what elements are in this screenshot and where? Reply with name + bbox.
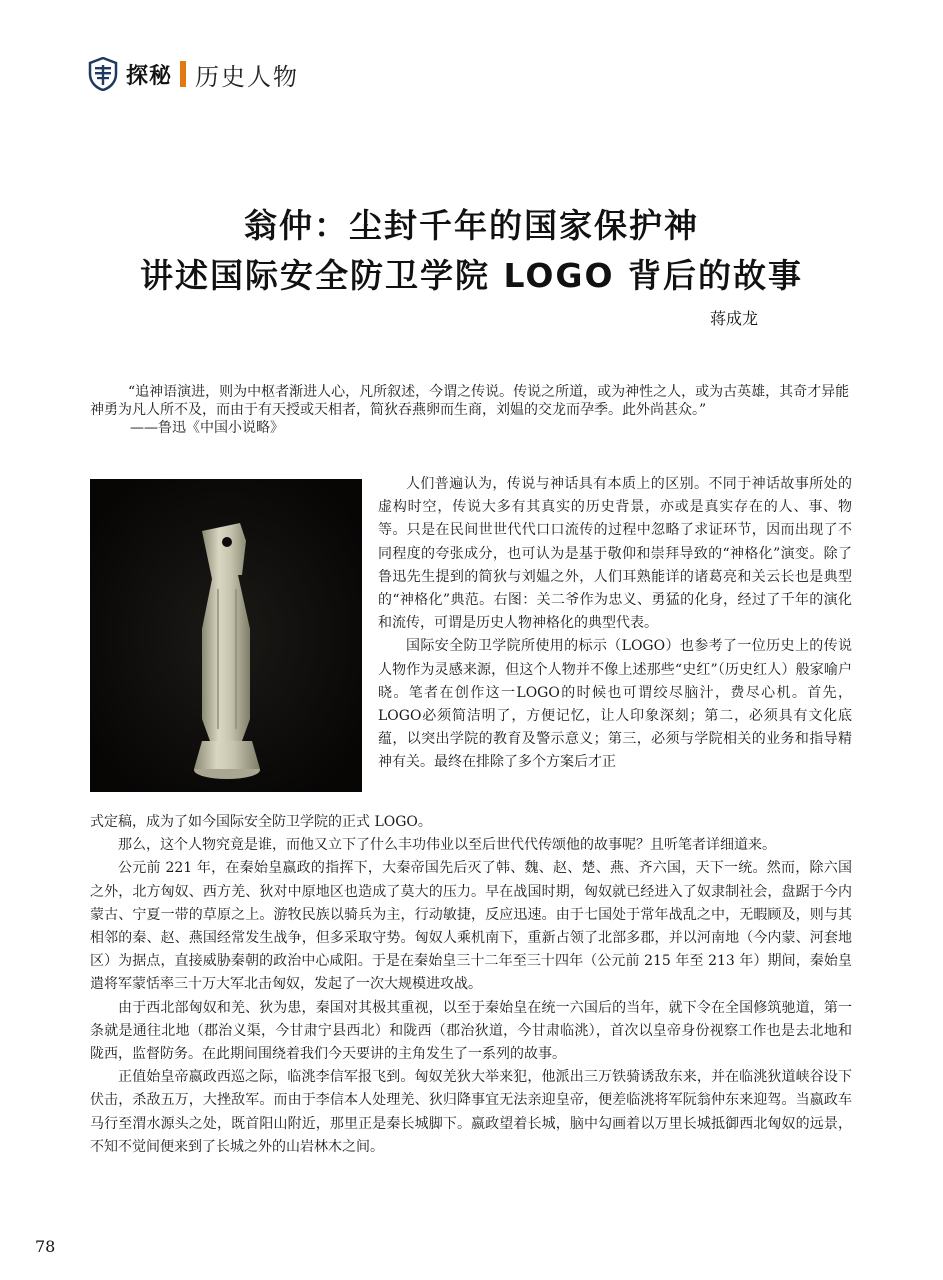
author-name: 蒋成龙 <box>710 309 759 328</box>
side-column-text <box>378 473 852 775</box>
subsection-label: 历史人物 <box>195 62 300 91</box>
paragraph: 公元前 221 年，在秦始皇嬴政的指挥下，大秦帝国先后灭了韩、魏、赵、楚、燕、齐六国，天下一统。然而，除六国之外，北方匈奴、西方羌、狄对中原地区也造成了莫大的压力。早在战国时期，匈奴就已经进入了奴隶制社会，盘踞于今内蒙古、宁夏一带的草原之上。游牧民族以骑兵为主，行动敏捷，反应迅速。由于七国处于常年战乱之中，无暇顾及，则与其相邻的秦、赵、燕国经常发生战争，但多采取守势。匈奴人乘机南下，重新占领了北部多郡，并以河南地（今内蒙、河套地区）为据点，直接威胁秦朝的政治中心咸阳。于是在秦始皇三十二年至三十四年（公元前 215 年至 213 年）期间，秦始皇遣将军蒙恬率三十万大军北击匈奴，发起了一次大规模进攻战。 <box>90 860 852 993</box>
epigraph <box>90 383 860 437</box>
epigraph-source: ——鲁迅《中国小说略》 <box>130 420 284 436</box>
full-width-text <box>90 811 852 1159</box>
paragraph: 国际安全防卫学院所使用的标示（LOGO）也参考了一位历史上的传说人物作为灵感来源，但这个人物并不像上述那些“史红”（历史红人）般家喻户晓。笔者在创作这一LOGO的时候也可谓绞尽脑汁，费尽心机。首先，LOGO必须简洁明了，方便记忆，让人印象深刻；第二，必须具有文化底蕴，以突出学院的教育及警示意义；第三，必须与学院相关的业务和指导精神有关。最终在排除了多个方案后才正 <box>378 638 852 771</box>
jade-figure-image <box>90 479 362 792</box>
paragraph: 人们普遍认为，传说与神话具有本质上的区别。不同于神话故事所处的虚构时空，传说大多有其真实的历史背景，亦或是真实存在的人、事、物等。只是在民间世世代代口口流传的过程中忽略了求证环节，因而出现了不同程度的夸张成分，也可认为是基于敬仰和崇拜导致的“神格化”演变。除了鲁迅先生提到的简狄与刘媪之外，人们耳熟能详的诸葛亮和关云长也是典型的“神格化”典范。右图：关二爷作为忠义、勇猛的化身，经过了千年的演化和流传，可谓是历史人物神格化的典型代表。 <box>378 476 852 632</box>
paragraph: 正值始皇帝嬴政西巡之际，临洮李信军报飞到。匈奴羌狄大举来犯，他派出三万铁骑诱敌东来，并在临洮狄道峡谷设下伏击，杀敌五万，大挫敌军。而由于李信本人处理羌、狄归降事宜无法亲迎皇帝，便差临洮将军阮翁仲东来迎驾。当嬴政车马行至渭水源头之处，既首阳山附近，那里正是秦长城脚下。嬴政望着长城，脑中勾画着以万里长城抵御西北匈奴的远景，不知不觉间便来到了长城之外的山岩林木之间。 <box>90 1069 852 1155</box>
page-number: 78 <box>35 1237 56 1256</box>
shield-logo-icon <box>88 57 118 91</box>
article-title-line2: 讲述国际安全防卫学院 LOGO 背后的故事 <box>139 256 804 295</box>
section-header <box>88 56 299 92</box>
section-label: 探秘 <box>126 63 173 89</box>
epigraph-text: “追神语演进，则为中枢者渐进人心，凡所叙述，今谓之传说。传说之所道，或为神性之人，或为古英雄，其奇才异能神勇为凡人所不及，而由于有天授或天相者，简狄吞燕卵而生商，刘媪的交龙而孕季。此外尚甚众。” <box>90 384 850 418</box>
section-divider <box>180 61 186 87</box>
article-title-line1: 翁仲：尘封千年的国家保护神 <box>244 206 699 245</box>
paragraph: 那么，这个人物究竟是谁，而他又立下了什么丰功伟业以至后世代代传颂他的故事呢？且听笔者详细道来。 <box>118 837 776 854</box>
jade-figure-icon <box>90 479 362 792</box>
paragraph: 由于西北部匈奴和羌、狄为患，秦国对其极其重视，以至于秦始皇在统一六国后的当年，就下令在全国修筑驰道，第一条就是通往北地（郡治义渠，今甘肃宁县西北）和陇西（郡治狄道，今甘肃临洮），首次以皇帝身份视察工作也是去北地和陇西，监督防务。在此期间围绕着我们今天要讲的主角发生了一系列的故事。 <box>90 999 852 1063</box>
paragraph: 式定稿，成为了如今国际安全防卫学院的正式 LOGO。 <box>90 814 432 830</box>
